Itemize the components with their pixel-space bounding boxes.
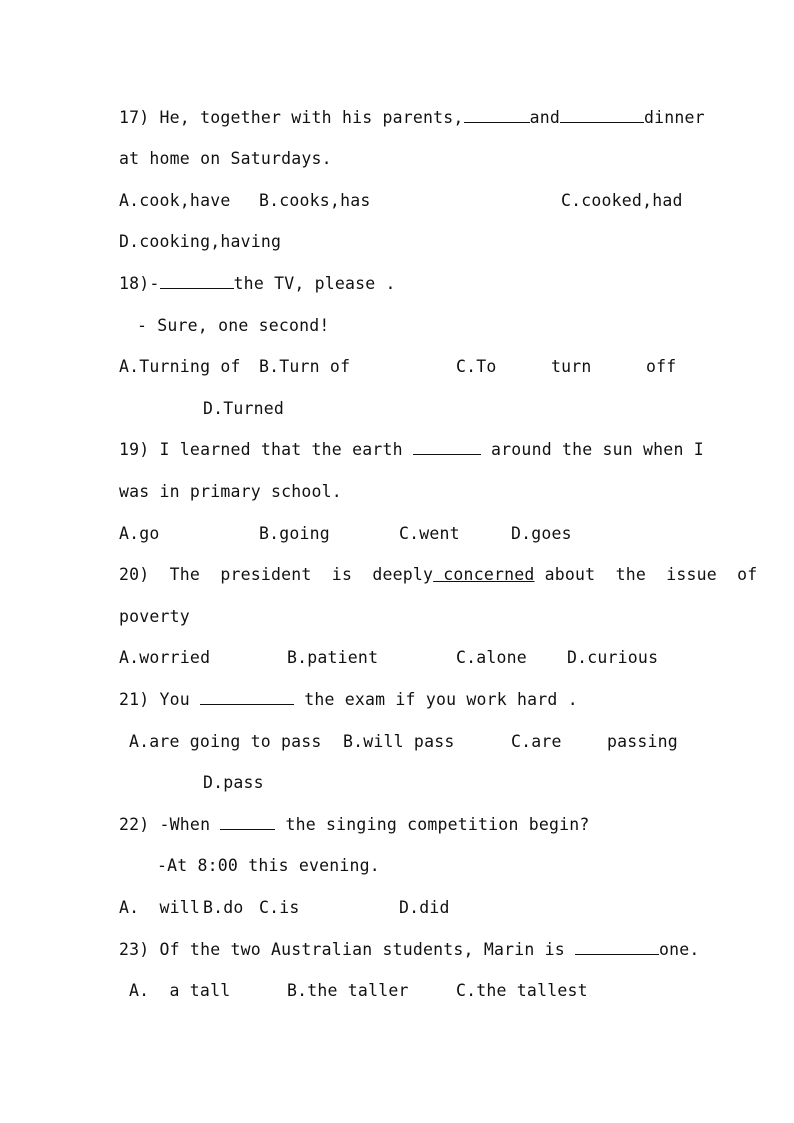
q18-text-b: the TV, please . bbox=[233, 274, 396, 293]
option-d: D.cooking,having bbox=[119, 232, 282, 251]
answer-blank bbox=[220, 815, 275, 830]
option-b: B.Turn of bbox=[259, 357, 351, 376]
option-c: C.is bbox=[259, 898, 300, 917]
q22-text-b: the singing competition begin? bbox=[285, 815, 590, 834]
option-c: C.went bbox=[399, 524, 460, 543]
option-a: A.are going to pass bbox=[129, 732, 322, 751]
q21-text-a: 21) You bbox=[119, 690, 190, 709]
q23-stem bbox=[119, 940, 700, 960]
option-a: A. will bbox=[119, 898, 201, 917]
q19-stem bbox=[119, 440, 704, 460]
option-c: C.To bbox=[456, 357, 497, 376]
option-d: D.Turned bbox=[203, 399, 285, 418]
q20-stem-cont: poverty bbox=[119, 607, 190, 626]
q19-text-a: 19) I learned that the earth bbox=[119, 440, 403, 459]
option-d: D.goes bbox=[511, 524, 572, 543]
q20-stem bbox=[119, 565, 757, 585]
q18-text-a: 18)- bbox=[119, 274, 160, 293]
option-a: A.worried bbox=[119, 648, 211, 667]
answer-blank bbox=[560, 108, 644, 123]
q19-text-b: around the sun when I bbox=[491, 440, 704, 459]
option-b: B.patient bbox=[287, 648, 379, 667]
q19-stem-cont: was in primary school. bbox=[119, 482, 342, 501]
option-d: D.curious bbox=[567, 648, 659, 667]
q22-text-a: 22) -When bbox=[119, 815, 211, 834]
option-b: B.will pass bbox=[343, 732, 455, 751]
q21-stem bbox=[119, 690, 578, 710]
q22-reply: -At 8:00 this evening. bbox=[157, 856, 380, 875]
q20-text-b: about the issue of bbox=[534, 565, 758, 584]
answer-blank bbox=[160, 274, 234, 289]
q21-text-b: the exam if you work hard . bbox=[304, 690, 578, 709]
option-a: A.go bbox=[119, 524, 160, 543]
option-b: B.cooks,has bbox=[259, 191, 371, 210]
option-c: C.alone bbox=[456, 648, 527, 667]
q17-text-b: and bbox=[529, 108, 560, 127]
q23-text-a: 23) Of the two Australian students, Marin is bbox=[119, 940, 565, 959]
option-c-word: passing bbox=[607, 732, 678, 751]
q18-stem bbox=[119, 274, 396, 294]
q17-stem bbox=[119, 108, 705, 128]
answer-blank bbox=[575, 940, 659, 955]
option-c: C.cooked,had bbox=[561, 191, 683, 210]
q22-stem bbox=[119, 815, 590, 835]
answer-blank bbox=[413, 440, 481, 455]
answer-blank bbox=[200, 690, 294, 705]
option-b: B.going bbox=[259, 524, 330, 543]
option-a: A.Turning of bbox=[119, 357, 241, 376]
option-c: C.are bbox=[511, 732, 562, 751]
answer-blank bbox=[464, 108, 530, 123]
option-a: A. a tall bbox=[129, 981, 231, 1000]
option-c-word: turn bbox=[551, 357, 592, 376]
underlined-word: concerned bbox=[433, 565, 535, 584]
option-d: D.pass bbox=[203, 773, 264, 792]
option-d: D.did bbox=[399, 898, 450, 917]
option-b: B.the taller bbox=[287, 981, 409, 1000]
q17-text-a: 17) He, together with his parents, bbox=[119, 108, 464, 127]
q17-stem-cont: at home on Saturdays. bbox=[119, 149, 332, 168]
option-c: C.the tallest bbox=[456, 981, 588, 1000]
option-b: B.do bbox=[203, 898, 244, 917]
option-c-word: off bbox=[646, 357, 677, 376]
q17-text-c: dinner bbox=[643, 108, 705, 127]
q23-text-b: one. bbox=[659, 940, 700, 959]
q18-reply: - Sure, one second! bbox=[137, 316, 330, 335]
q20-text-a: 20) The president is deeply bbox=[119, 565, 434, 584]
option-a: A.cook,have bbox=[119, 191, 231, 210]
